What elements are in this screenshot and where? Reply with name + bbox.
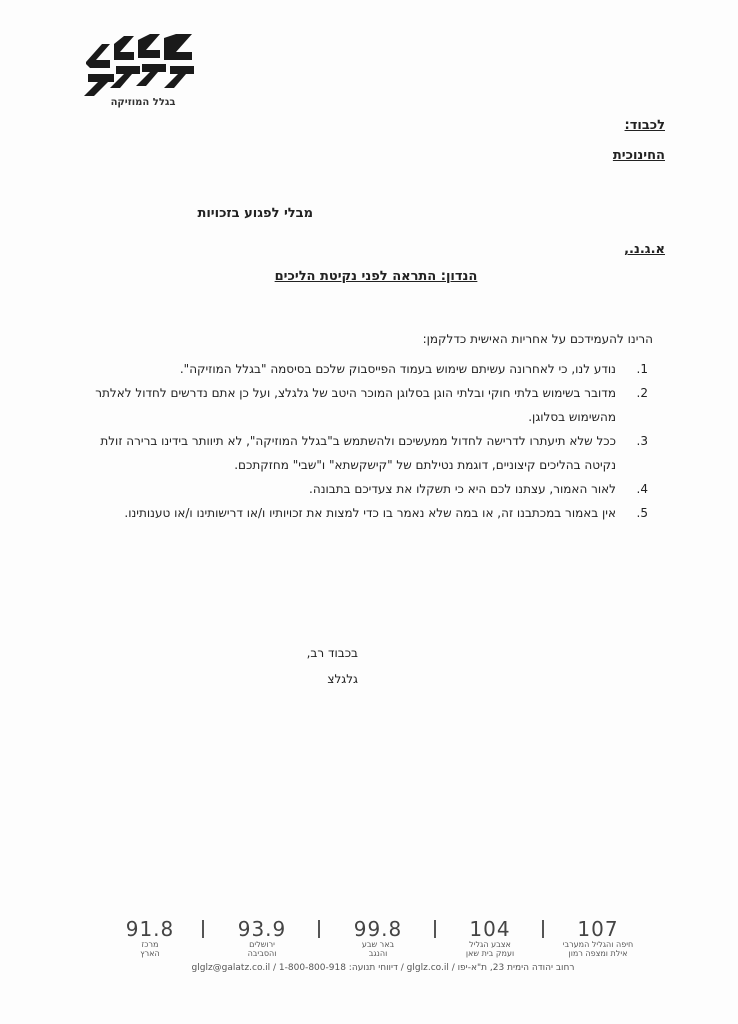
contact-line: glglz@galatz.co.il / 1-800-800-918 :דיווחי תנועה / glglz.co.il / רחוב יהודה הימית 23, ת"א-יפו — [191, 963, 575, 973]
frequency-region: חיפה והגליל המערבי — [562, 940, 634, 949]
frequency-region: מרכז — [141, 940, 159, 949]
frequency-value: 93.9 — [237, 917, 287, 941]
list-item — [88, 429, 648, 477]
frequency-region: ירושלים — [249, 940, 275, 949]
frequency-value: 104 — [469, 917, 511, 941]
frequency-region: אילת ומצפה רמון — [568, 949, 628, 958]
letter-intro: הרינו להעמידכם על אחריות האישית כדלקמן: — [422, 332, 653, 346]
divider — [202, 920, 204, 938]
salutation: א.ג.נ., — [624, 242, 665, 257]
item-number: 3. — [636, 434, 648, 448]
frequency-value: 99.8 — [353, 917, 403, 941]
list-item — [88, 357, 648, 381]
divider — [318, 920, 320, 938]
frequency-footer — [110, 918, 640, 968]
recipient-name: החינוכית — [612, 148, 665, 163]
list-item — [88, 501, 648, 525]
letter-subject: הנדון: התראה לפני נקיטת הליכים — [274, 269, 478, 284]
item-text: לאור האמור, עצתנו לכם היא כי תשקלו את צעדיכם בתבונה. — [309, 482, 616, 496]
frequency-block — [110, 918, 190, 958]
item-text: נודע לנו, כי לאחרונה עשיתם שימוש בעמוד הפייסבוק שלכם בסיסמה "בגלל המוזיקה". — [179, 362, 616, 376]
list-item — [88, 477, 648, 501]
item-number: 2. — [636, 386, 648, 400]
demands-list — [88, 357, 648, 525]
frequency-block — [222, 918, 302, 958]
list-item — [88, 381, 648, 429]
frequency-value: 91.8 — [125, 917, 175, 941]
frequency-region: והנגב — [368, 949, 388, 958]
frequency-value: 107 — [577, 917, 619, 941]
frequency-block — [338, 918, 418, 958]
frequency-block — [450, 918, 530, 958]
frequency-block — [556, 918, 640, 958]
divider — [542, 920, 544, 938]
frequency-region: ועמק בית שאן — [465, 949, 515, 958]
without-prejudice-note: מבלי לפגוע בזכויות — [197, 206, 313, 221]
logo-tagline: בגלל המוזיקה — [110, 97, 176, 108]
item-number: 5. — [636, 506, 648, 520]
item-number: 4. — [636, 482, 648, 496]
frequency-region: הארץ — [140, 949, 160, 958]
frequency-region: והסביבה — [247, 949, 277, 958]
signature-name: גלגלצ — [327, 672, 358, 686]
logo-mark — [80, 34, 196, 100]
divider — [434, 920, 436, 938]
closing: בכבוד רב, — [306, 646, 358, 660]
item-number: 1. — [636, 362, 648, 376]
item-text: מדובר בשימוש בלתי חוקי ובלתי הוגן בסלוגן המוכר היטב של גלגלצ, ועל כן אתם נדרשים לחדול לאלתר מהשימוש בסלוגן. — [95, 386, 616, 424]
item-text: ככל שלא תיעתרו לדרישה לחדול ממעשיכם ולהשתמש ב"בגלל המוזיקה", לא תיוותר בידינו ברירה זולת נקיטה בהליכים קיצוניים, דוגמת נטילתם של "קישקשתא" ו"שבי" מחזקתכם. — [100, 434, 616, 472]
frequency-region: אצבע הגליל — [469, 940, 511, 949]
frequency-region: באר שבע — [361, 940, 395, 949]
recipient-label: לכבוד: — [624, 118, 665, 133]
item-text: אין באמור במכתבנו זה, או במה שלא נאמר בו כדי למצות את זכויותיו ו/או דרישותינו ו/או טענותינו. — [124, 506, 616, 520]
